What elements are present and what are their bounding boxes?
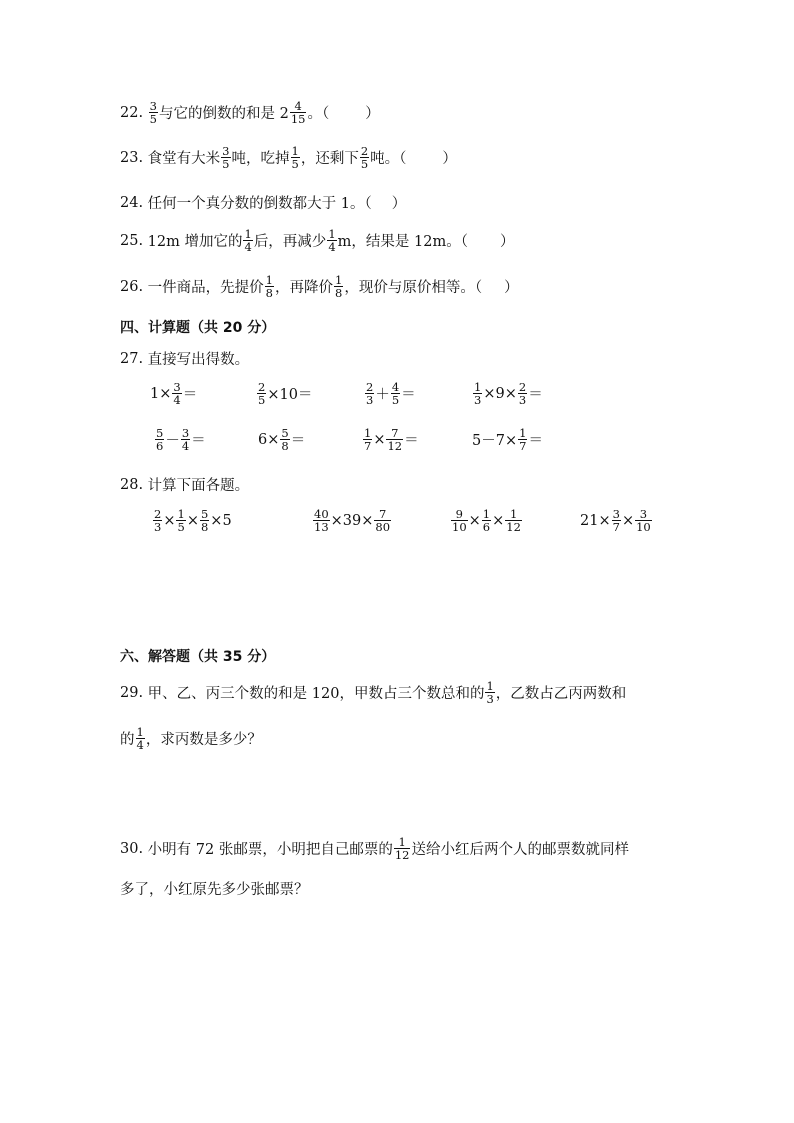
calc-item: 21× $\frac{3}{7}$ × $\frac{3}{10}$ [580,507,651,535]
question-number: 22. [120,104,144,121]
fraction: $\frac{1}{4}$ [244,227,252,255]
question-number: 26. [120,278,144,295]
fraction: $\frac{3}{5}$ [149,99,157,127]
calc-item: $\frac{1}{3}$ ×9× $\frac{2}{3}$ ＝ [474,380,543,408]
question-number: 28. [120,476,144,493]
question-29-line-2: 的 $\frac{1}{4}$ ，求丙数是多少？ [120,725,262,753]
question-number: 23. [120,149,144,166]
question-number: 24. [120,194,144,211]
question-22: 22. $\frac{3}{5}$ 与它的倒数的和是 2 $\frac{4}{15}$ 。（ ） [120,99,380,127]
question-30-line-2: 多了，小红原先多少张邮票？ [120,882,309,898]
fraction: $\frac{1}{4}$ [136,725,144,753]
calc-item: $\frac{2}{3}$ × $\frac{1}{5}$ × $\frac{5}{8}$ ×5 [154,507,232,535]
calc-item: 6× $\frac{5}{8}$ ＝ [258,426,306,454]
question-number: 25. [120,232,144,249]
fraction: $\frac{4}{15}$ [290,99,306,127]
fraction: $\frac{1}{4}$ [328,227,336,255]
question-29: 29. 甲、乙、丙三个数的和是 120，甲数占三个数总和的 $\frac{1}{3}$ ，乙数占乙丙两数和 [120,679,627,707]
calc-item: 5－7× $\frac{1}{7}$ ＝ [472,426,543,454]
question-number: 30. [120,840,144,857]
question-25: 25. 12m 增加它的 $\frac{1}{4}$ 后，再减少 $\frac{1}{4}$ m，结果是 12m。（ ） [120,227,515,255]
question-24: 24. 任何一个真分数的倒数都大于 1。（ ） [120,194,407,212]
calc-item: $\frac{1}{7}$ × $\frac{7}{12}$ ＝ [364,426,419,454]
fraction: $\frac{1}{5}$ [291,144,299,172]
fraction: $\frac{1}{12}$ [394,835,410,863]
question-30: 30. 小明有 72 张邮票，小明把自己邮票的 $\frac{1}{12}$ 送给小红后两个人的邮票数就同样 [120,835,629,863]
calc-item: $\frac{5}{6}$ － $\frac{3}{4}$ ＝ [156,426,206,454]
question-26: 26. 一件商品，先提价 $\frac{1}{8}$ ，再降价 $\frac{1}{8}$ ，现价与原价相等。（ ） [120,273,519,301]
question-28: 28. 计算下面各题。 [120,476,250,494]
calc-item: $\frac{40}{13}$ ×39× $\frac{7}{80}$ [314,507,391,535]
fraction: $\frac{3}{5}$ [222,144,230,172]
fraction: $\frac{1}{8}$ [335,273,343,301]
fraction: $\frac{2}{5}$ [360,144,369,172]
fraction: $\frac{1}{3}$ [486,679,494,707]
calc-item: $\frac{9}{10}$ × $\frac{1}{6}$ × $\frac{1}{12}$ [452,507,521,535]
question-number: 27. [120,350,144,367]
section-heading: 四、计算题（共 20 分） [120,320,276,336]
calc-item: 1× $\frac{3}{4}$ ＝ [150,380,198,408]
question-27: 27. 直接写出得数。 [120,350,250,368]
question-23: 23. 食堂有大米 $\frac{3}{5}$ 吨，吃掉 $\frac{1}{5}$ ，还剩下 $\frac{2}{5}$ 吨。（ ） [120,144,457,172]
fraction: $\frac{1}{8}$ [265,273,273,301]
calc-item: $\frac{2}{5}$ ×10＝ [258,380,313,408]
question-number: 29. [120,684,144,701]
section-heading: 六、解答题（共 35 分） [120,649,276,665]
calc-item: $\frac{2}{3}$ ＋ $\frac{4}{5}$ ＝ [366,380,416,408]
